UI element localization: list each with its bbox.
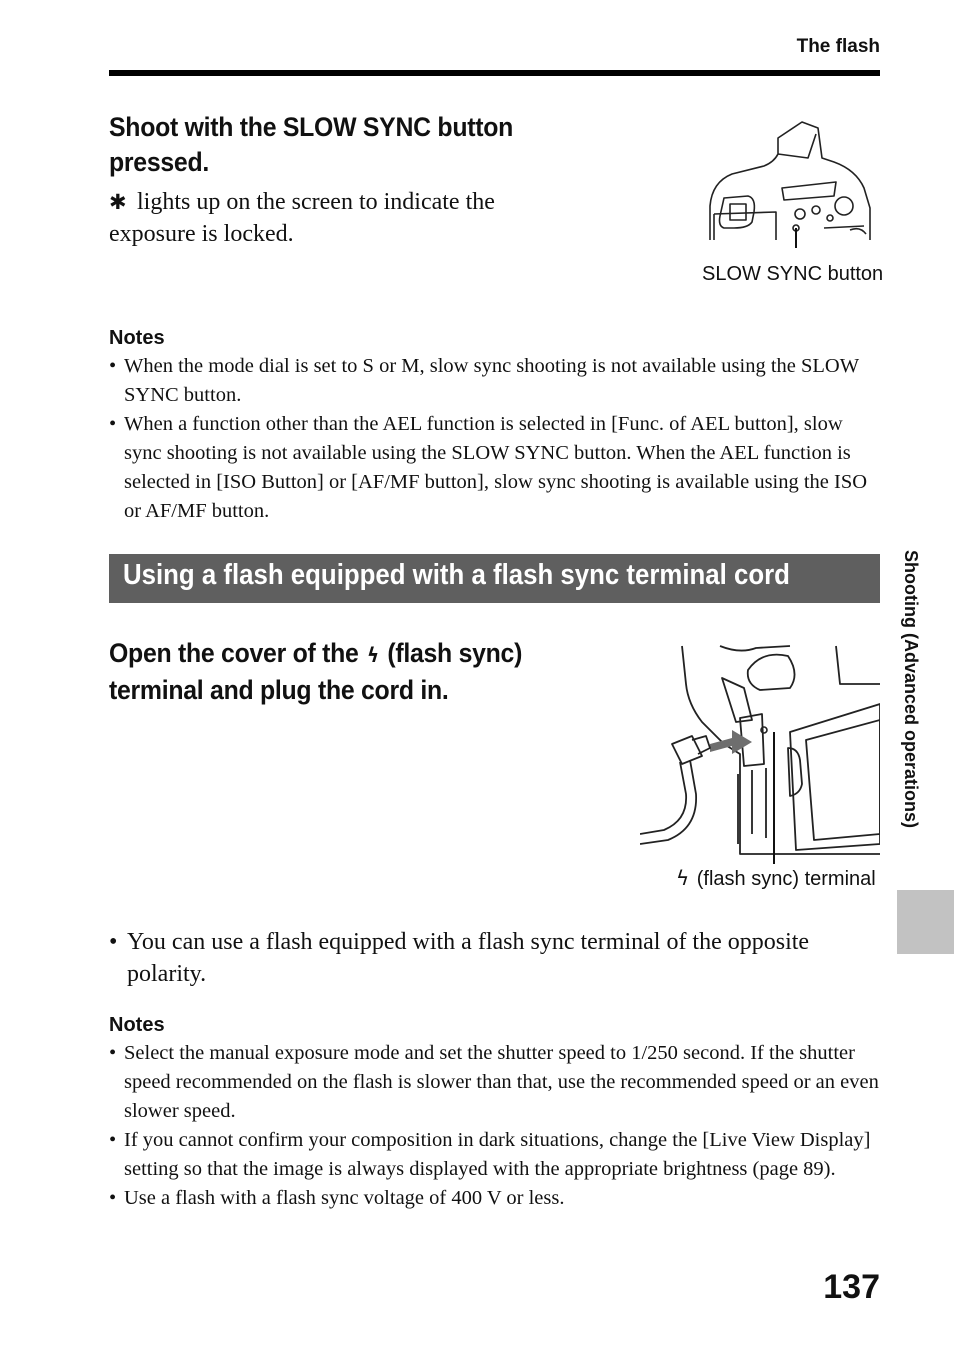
camera-top-back-illustration [704, 118, 876, 248]
running-head: The flash [796, 36, 880, 57]
note-item: • If you cannot confirm your composition in dark situations, change the [Live View Display] setting so that the image is always displayed with the appropriate brightness (page 89). [109, 1126, 880, 1184]
step1-title: Shoot with the SLOW SYNC button pressed. [109, 112, 514, 177]
step2-title [109, 636, 551, 708]
notes-list [109, 352, 880, 526]
flash-sync-terminal-callout [674, 866, 876, 891]
header-rule [109, 70, 880, 76]
step1-body [109, 186, 549, 250]
slow-sync-button-callout: SLOW SYNC button [702, 263, 884, 285]
page-number: 137 [823, 1268, 880, 1306]
section-title: Using a flash equipped with a flash sync terminal cord [123, 559, 790, 591]
flash-sync-icon: ϟ [676, 866, 690, 890]
notes-heading: Notes [109, 327, 165, 349]
flash-sync-terminal-illustration [640, 644, 880, 866]
step2-title-part1: Open the cover of the [109, 638, 359, 668]
note-item: • Select the manual exposure mode and set the shutter speed to 1/250 second. If the shutter speed recommended on the flash is slower than that, use the recommended speed or an even slower speed. [109, 1039, 880, 1126]
chapter-side-label-text: Shooting (Advanced operations) [901, 550, 921, 829]
chapter-thumb-tab [897, 890, 954, 954]
notes-list [109, 1039, 880, 1213]
flash-sync-icon: ϟ [367, 643, 379, 667]
notes-heading: Notes [109, 1014, 165, 1036]
flash-sync-terminal-label: (flash sync) terminal [696, 868, 876, 890]
step2-title-part2: (flash sync) terminal and plug the cord in. [109, 638, 523, 705]
note-item: • Use a flash with a flash sync voltage of 400 V or less. [109, 1184, 880, 1213]
section-title-bar [109, 554, 880, 603]
chapter-side-label [891, 550, 921, 880]
ael-lock-icon: ✱ [109, 190, 127, 214]
note-item: • When the mode dial is set to S or M, slow sync shooting is not available using the SLOW SYNC button. [109, 352, 880, 410]
step1-body-text: lights up on the screen to indicate the exposure is locked. [109, 189, 495, 247]
note-item: • When a function other than the AEL function is selected in [Func. of AEL button], slow sync shooting is not available using the SLOW SYNC button. When the AEL function is selected in [ISO Button] or [AF/MF button], slow sync shooting is available using the ISO or AF/MF button. [109, 410, 880, 526]
polarity-bullet: • You can use a flash equipped with a flash sync terminal of the opposite polarity. [109, 926, 880, 990]
